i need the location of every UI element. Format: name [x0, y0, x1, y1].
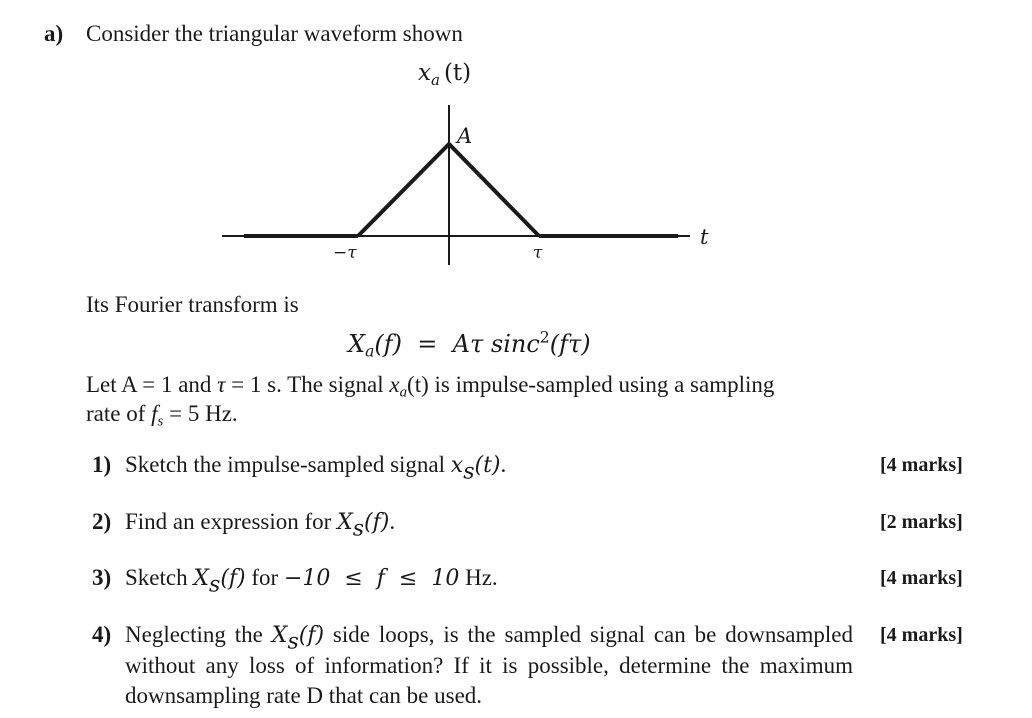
question-3-marks: [4 marks]: [880, 567, 963, 589]
question-2-marks: [2 marks]: [880, 511, 963, 533]
question-2-text: Find an expression for $X_s(f)$.: [125, 509, 396, 542]
question-4-marks: [4 marks]: [880, 624, 963, 646]
given-line-2: rate of $f_s = 5$ Hz.: [86, 401, 238, 430]
question-3-text: Sketch $X_s(f)$ for −10 ≤ f ≤ 10 Hz.: [125, 565, 498, 598]
y-axis-label: $x_a$ (t): [418, 60, 472, 89]
triangle-waveform-figure: [0, 50, 760, 280]
fourier-equation: $X_a(f) = A\tau$ sinc$^2$(fτ): [348, 328, 591, 361]
fourier-intro: Its Fourier transform is: [86, 292, 299, 317]
question-4-text: Neglecting the $X_s(f)$ side loops, is the sampled signal can be downsampled without any loss of information? If it is possible, determine the maximum downsampling rate D that can be used.: [125, 622, 853, 708]
given-line-1: Let A = 1 and τ = 1 s. The signal $x_a(t)$ is impulse-sampled using a sampling: [86, 372, 775, 401]
peak-label: A: [457, 124, 473, 148]
question-1-marks: [4 marks]: [880, 454, 963, 476]
question-1-text: Sketch the impulse-sampled signal $x_s(t)$.: [125, 452, 507, 485]
x-axis-label: t: [700, 225, 709, 249]
neg-tau-tick: −τ: [333, 243, 357, 263]
question-4-number: 4): [92, 622, 112, 647]
question-1-number: 1): [92, 452, 112, 477]
part-label: a): [44, 21, 64, 46]
part-intro: Consider the triangular waveform shown: [86, 21, 463, 46]
question-3-number: 3): [92, 565, 112, 590]
pos-tau-tick: τ: [533, 243, 543, 263]
question-2-number: 2): [92, 509, 112, 534]
